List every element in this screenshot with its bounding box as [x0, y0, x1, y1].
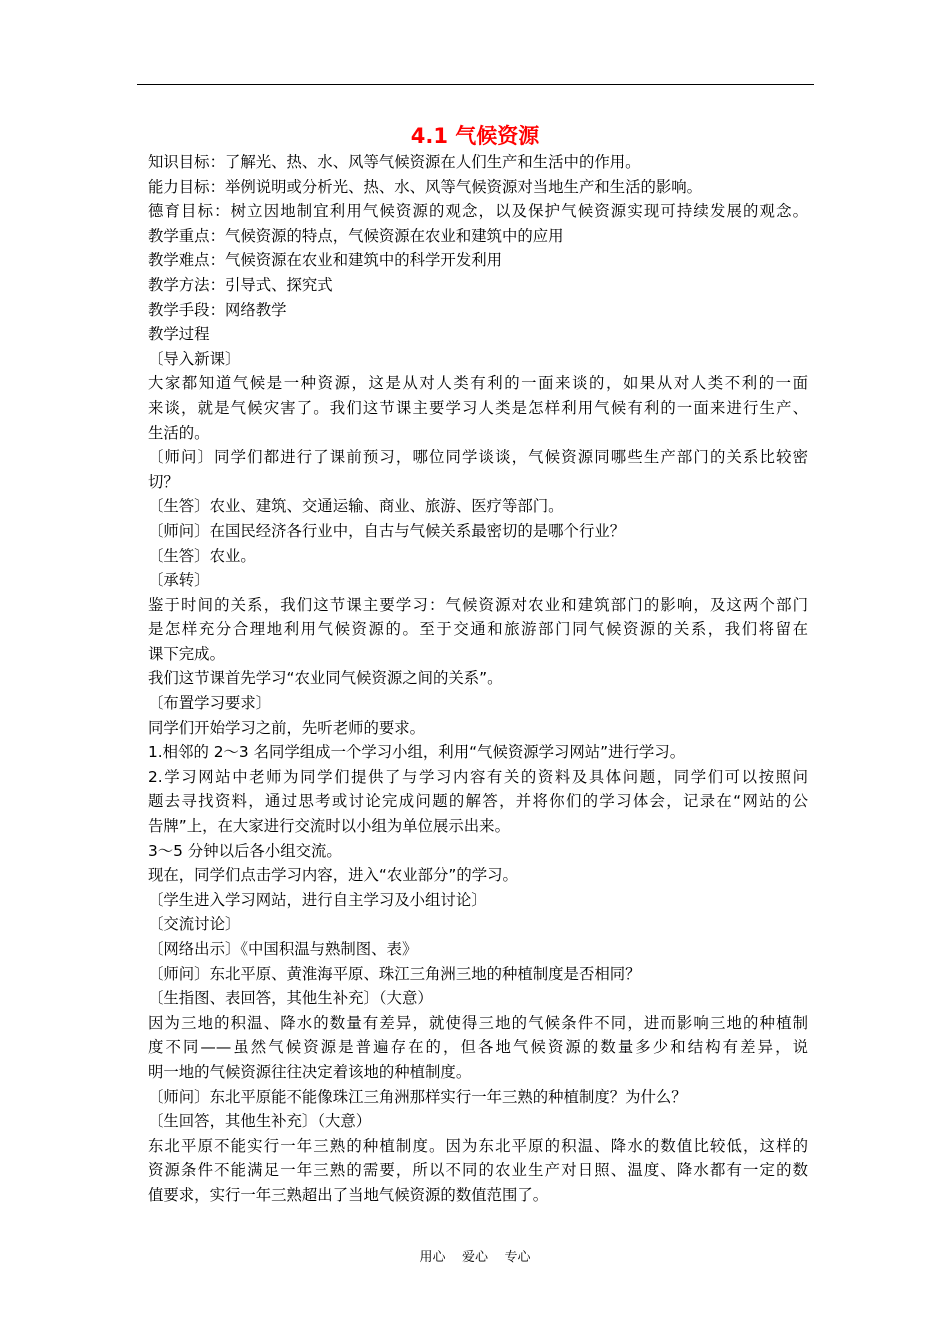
body-line: 来谈，就是气候灾害了。我们这节课主要学习人类是怎样利用气候有利的一面来进行生产、 [148, 398, 808, 417]
body-line: 〔师问〕东北平原、黄淮海平原、珠江三角洲三地的种植制度是否相同？ [148, 964, 641, 983]
page-footer: 用心 爱心 专心 [419, 1250, 531, 1265]
body-line: 大家都知道气候是一种资源，这是从对人类有利的一面来谈的，如果从对人类不利的一面 [148, 374, 808, 393]
body-line: 度不同——虽然气候资源是普遍存在的，但各地气候资源的数量多少和结构有差异，说 [148, 1038, 808, 1057]
body-line: 〔生答〕农业、建筑、交通运输、商业、旅游、医疗等部门。 [148, 497, 564, 516]
body-line: 题去寻找资料，通过思考或讨论完成问题的解答，并将你们的学习体会，记录在“网站的公 [148, 792, 808, 811]
body-line: 生活的。 [148, 423, 210, 442]
body-line: 教学过程 [148, 325, 210, 344]
body-line: 鉴于时间的关系，我们这节课主要学习：气候资源对农业和建筑部门的影响，及这两个部门 [148, 595, 808, 614]
body-line: 〔承转〕 [148, 571, 210, 590]
body-line: 教学难点：气候资源在农业和建筑中的科学开发利用 [148, 251, 502, 270]
body-line: 〔生答〕农业。 [148, 546, 256, 565]
body-line: 1.相邻的 2～3 名同学组成一个学习小组，利用“气候资源学习网站”进行学习。 [148, 743, 686, 762]
body-line: 〔学生进入学习网站，进行自主学习及小组讨论〕 [148, 890, 487, 909]
body-line: 我们这节课首先学习“农业同气候资源之间的关系”。 [148, 669, 503, 688]
body-line: 值要求，实行一年三熟超出了当地气候资源的数值范围了。 [148, 1185, 549, 1204]
body-line: 明一地的气候资源往往决定着该地的种植制度。 [148, 1062, 472, 1081]
body-line: 〔生回答，其他生补充〕（大意） [148, 1112, 372, 1131]
body-line: 是怎样充分合理地利用气候资源的。至于交通和旅游部门同气候资源的关系，我们将留在 [148, 620, 808, 639]
document-body [148, 150, 808, 1208]
body-line: 〔师问〕在国民经济各行业中，自古与气候关系最密切的是哪个行业？ [148, 521, 626, 540]
body-line: 课下完成。 [148, 644, 225, 663]
body-line: 因为三地的积温、降水的数量有差异，就使得三地的气候条件不同，进而影响三地的种植制 [148, 1013, 808, 1032]
body-line: 现在，同学们点击学习内容，进入“农业部分”的学习。 [148, 866, 518, 885]
body-line: 告牌”上，在大家进行交流时以小组为单位展示出来。 [148, 817, 510, 836]
body-line: 德育目标：树立因地制宜利用气候资源的观念，以及保护气候资源实现可持续发展的观念。 [148, 202, 808, 221]
body-line: 〔交流讨论〕 [148, 915, 241, 934]
body-line: 2.学习网站中老师为同学们提供了与学习内容有关的资料及具体问题，同学们可以按照问 [148, 767, 808, 786]
body-line: 教学手段：网络教学 [148, 300, 287, 319]
body-line: 〔网络出示〕《中国积温与熟制图、表》 [148, 940, 418, 958]
body-line: 〔生指图、表回答，其他生补充〕（大意） [148, 989, 433, 1008]
body-line: 教学重点：气候资源的特点，气候资源在农业和建筑中的应用 [148, 226, 564, 245]
body-line: 东北平原不能实行一年三熟的种植制度。因为东北平原的积温、降水的数值比较低，这样的 [148, 1136, 808, 1155]
body-line: 〔布置学习要求〕 [148, 694, 272, 713]
body-line: 〔导入新课〕 [148, 349, 241, 368]
document-title: 4.1 气候资源 [410, 124, 540, 148]
header-rule [137, 84, 814, 85]
body-line: 〔师问〕东北平原能不能像珠江三角洲那样实行一年三熟的种植制度？为什么？ [148, 1087, 687, 1106]
body-line: 教学方法：引导式、探究式 [148, 275, 333, 294]
body-line: 3～5 分钟以后各小组交流。 [148, 841, 342, 860]
body-line: 能力目标：举例说明或分析光、热、水、风等气候资源对当地生产和生活的影响。 [148, 177, 703, 196]
body-line: 资源条件不能满足一年三熟的需要，所以不同的农业生产对日照、温度、降水都有一定的数 [148, 1161, 808, 1180]
body-line: 知识目标：了解光、热、水、风等气候资源在人们生产和生活中的作用。 [148, 153, 641, 171]
body-line: 同学们开始学习之前，先听老师的要求。 [148, 718, 426, 737]
body-line: 切？ [148, 472, 179, 491]
body-line: 〔师问〕同学们都进行了课前预习，哪位同学谈谈，气候资源同哪些生产部门的关系比较密 [148, 448, 808, 467]
